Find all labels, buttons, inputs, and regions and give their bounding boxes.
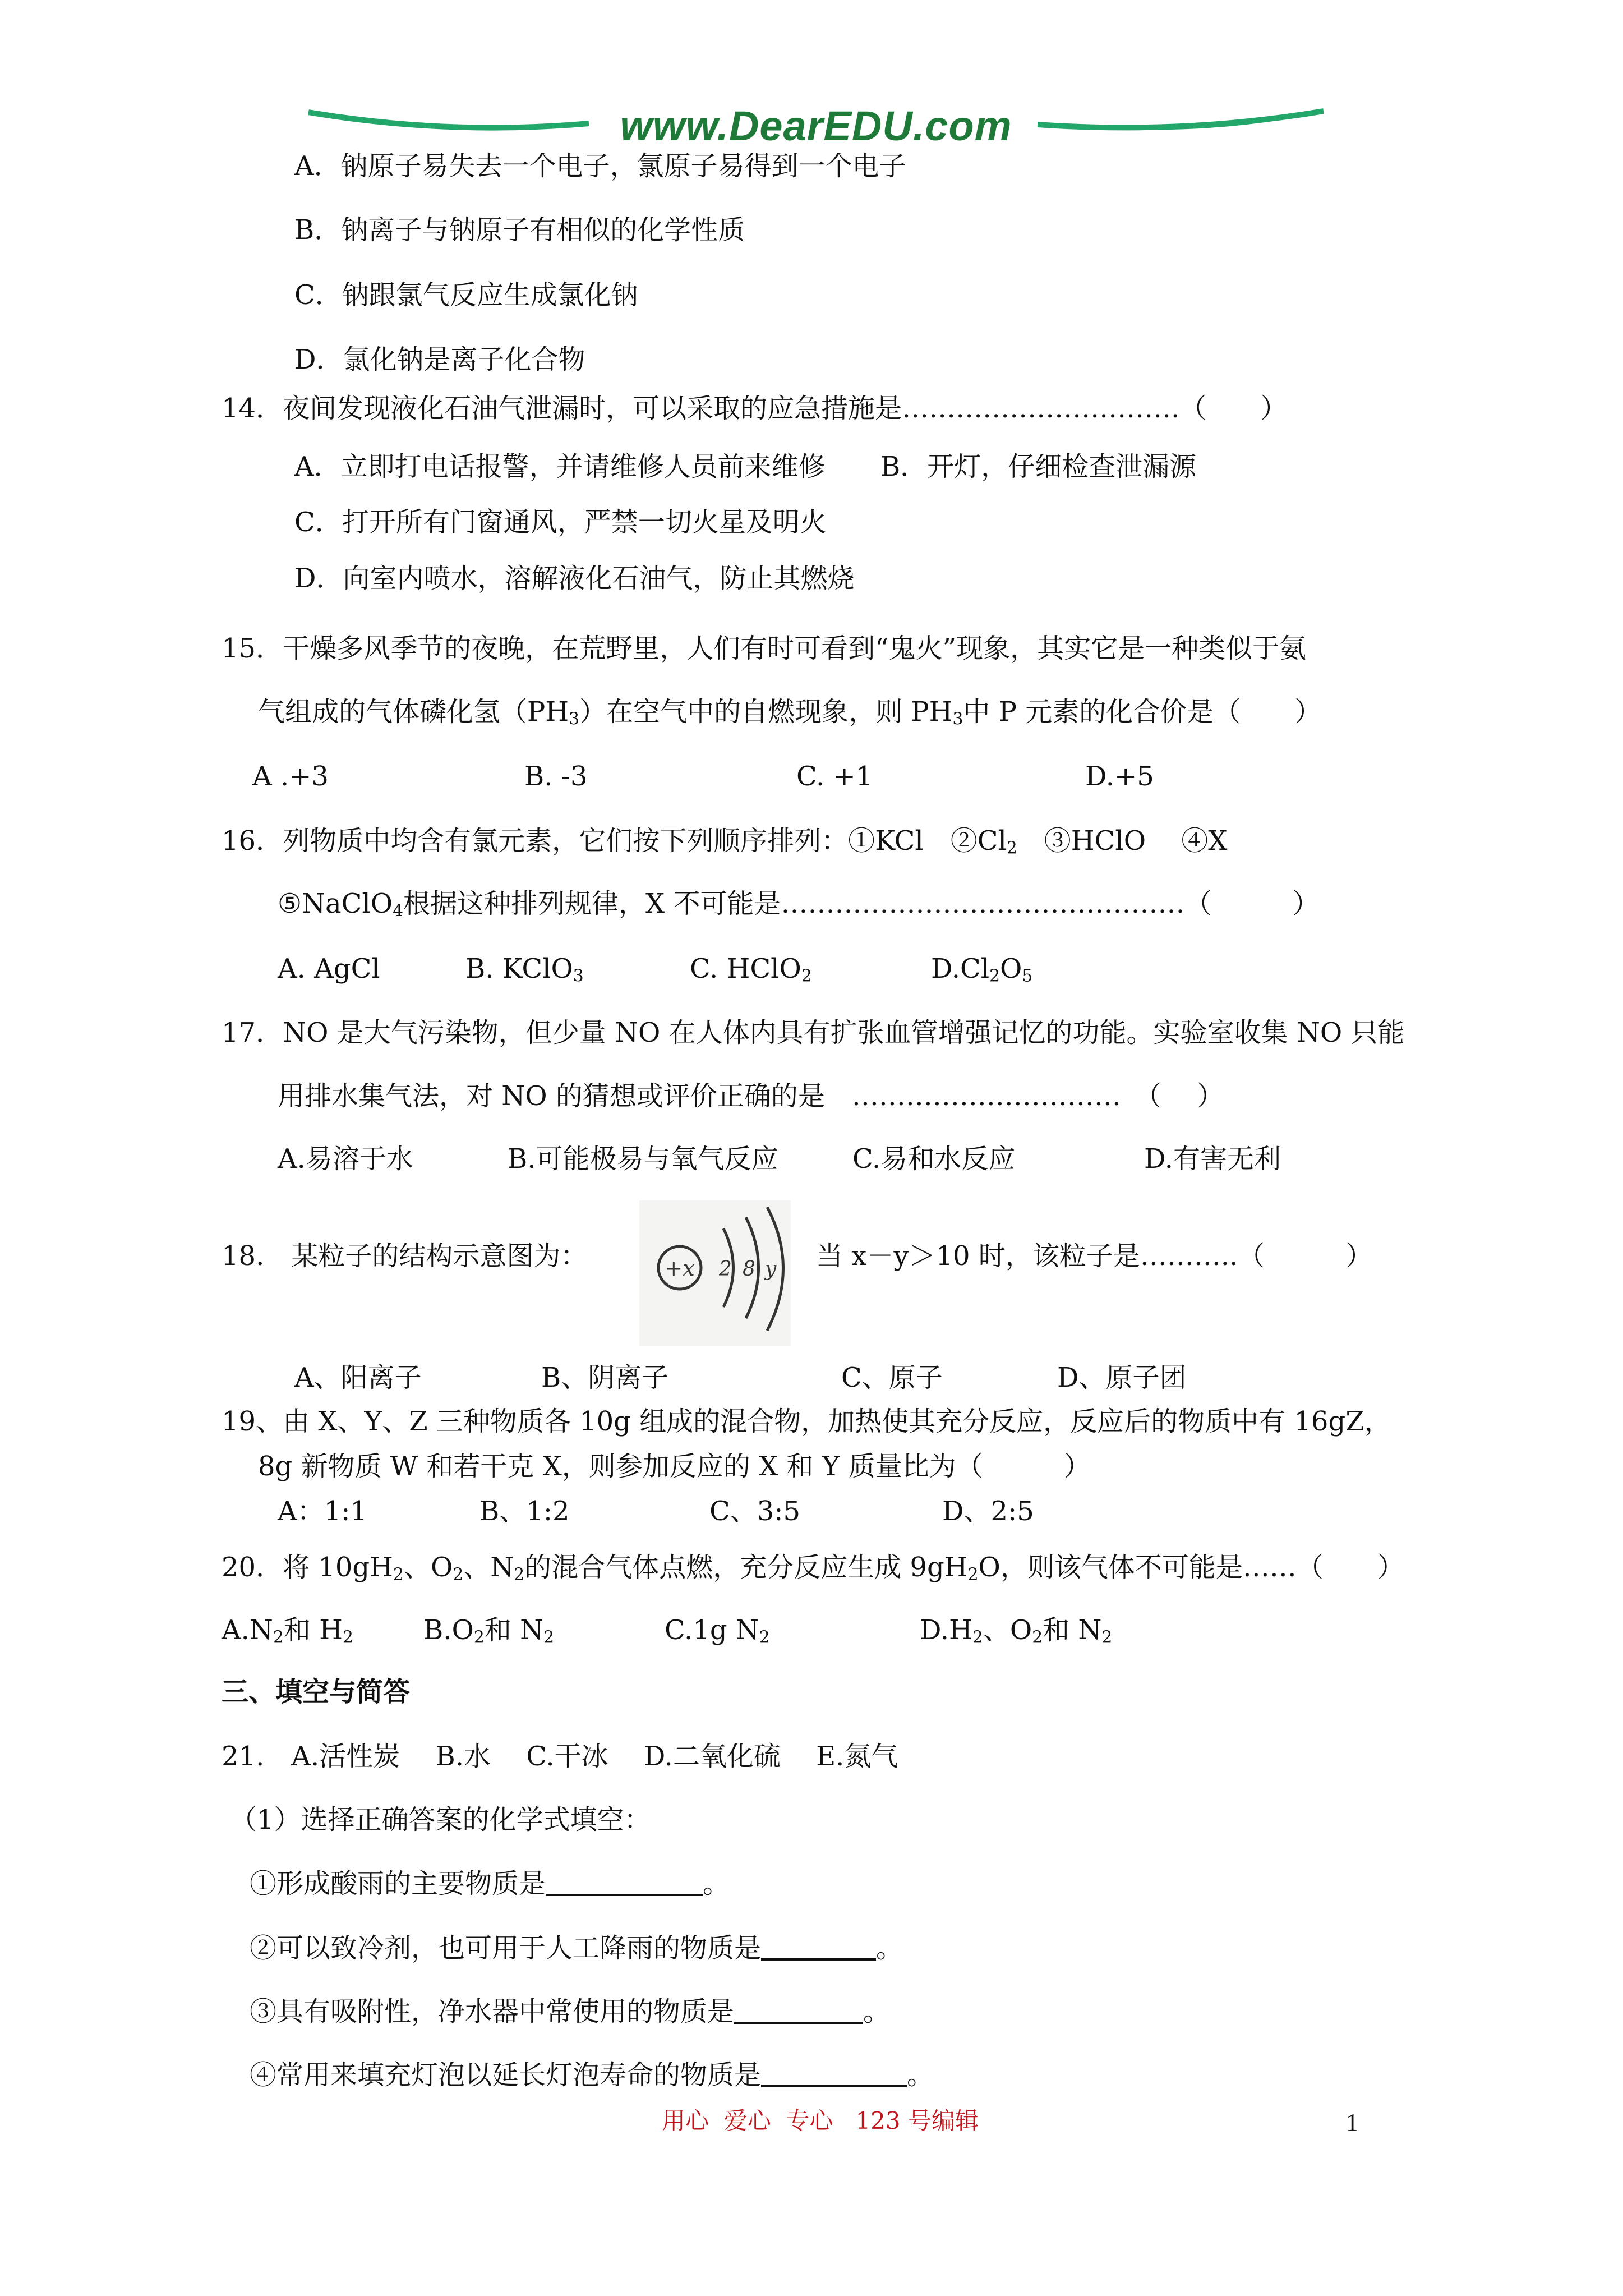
q16-option-a: A. AgCl bbox=[278, 953, 380, 984]
answer-blank-1[interactable] bbox=[546, 1869, 703, 1896]
figure-shell3-label: y bbox=[765, 1258, 777, 1281]
q17-option-a: A.易溶于水 bbox=[278, 1143, 413, 1175]
q18-option-b: B、阴离子 bbox=[541, 1362, 669, 1393]
q14-option-d: D．向室内喷水，溶解液化石油气，防止其燃烧 bbox=[294, 563, 855, 594]
q21-item-4: ④常用来填充灯泡以延长灯泡寿命的物质是 。 bbox=[250, 2059, 934, 2091]
q16-option-d: $D.Cl_2O_5$ bbox=[931, 953, 1033, 986]
footer-editor-note: 用心 爱心 专心 123 号编辑 bbox=[662, 2107, 979, 2134]
q17-line1: 17．NO 是大气污染物，但少量 NO 在人体内具有扩张血管增强记忆的功能。实验室收集 NO 只能 bbox=[222, 1017, 1405, 1048]
q15-option-a: A .+3 bbox=[252, 761, 329, 792]
q16-line2: ⑤NaClO$_4$根据这种排列规律，X 不可能是………………………………………（ ） bbox=[278, 888, 1320, 921]
answer-blank-3[interactable] bbox=[734, 1997, 863, 2024]
q19-option-b: B、1:2 bbox=[479, 1496, 570, 1527]
q18-stem: 18. 某粒子的结构示意图为： bbox=[222, 1240, 588, 1272]
q14-stem: 14．夜间发现液化石油气泄漏时，可以采取的应急措施是………………………….（ ） bbox=[222, 393, 1288, 424]
figure-shell2-label: 8 bbox=[743, 1258, 755, 1281]
q21-item-3: ③具有吸附性，净水器中常使用的物质是 。 bbox=[250, 1996, 891, 2027]
q19-option-c: C、3:5 bbox=[709, 1496, 800, 1527]
page-number: 1 bbox=[1346, 2109, 1358, 2136]
q15-line1: 15．干燥多风季节的夜晚，在荒野里，人们有时可看到“鬼火”现象，其实它是一种类似于氨 bbox=[222, 633, 1307, 664]
q17-option-c: C.易和水反应 bbox=[852, 1143, 1016, 1175]
q15-line2: 气组成的气体磷化氢$(PH_3)$在空气中的自燃现象，则 $PH_3$中 P 元素的化合价是（ ） bbox=[258, 696, 1322, 729]
q15-option-d: D.+5 bbox=[1085, 761, 1154, 792]
q19-line2: 8g 新物质 W 和若干克 X，则参加反应的 X 和 Y 质量比为（ ） bbox=[258, 1451, 1091, 1482]
q19-line1: 19、由 X、Y、Z 三种物质各 10g 组成的混合物，加热使其充分反应，反应后的物质中有 16gZ， bbox=[222, 1406, 1391, 1437]
q18-option-a: A、阳离子 bbox=[294, 1362, 422, 1393]
q13-option-b: B．钠离子与钠原子有相似的化学性质 bbox=[294, 214, 745, 246]
q14-option-c: C．打开所有门窗通风，严禁一切火星及明火 bbox=[294, 507, 827, 538]
answer-blank-2[interactable] bbox=[761, 1934, 876, 1961]
q17-option-b: B.可能极易与氧气反应 bbox=[508, 1143, 778, 1175]
q18-option-d: D、原子团 bbox=[1057, 1362, 1187, 1393]
section-title-fill-in: 三、填空与简答 bbox=[222, 1676, 411, 1708]
q19-option-d: D、2:5 bbox=[942, 1496, 1034, 1527]
q21-item-1: ①形成酸雨的主要物质是 。 bbox=[250, 1868, 730, 1899]
site-logo-text: www.DearEDU.com bbox=[620, 103, 1012, 149]
q17-option-d: D.有害无利 bbox=[1144, 1143, 1281, 1175]
q13-option-a: A．钠原子易失去一个电子，氯原子易得到一个电子 bbox=[294, 150, 906, 182]
q19-option-a: A：1:1 bbox=[278, 1496, 367, 1527]
figure-nucleus-label: +x bbox=[665, 1256, 695, 1281]
q16-line1: 16．列物质中均含有氯元素，它们按下列顺序排列：①KCl $②Cl_2$ ③HClO ④X bbox=[222, 825, 1228, 858]
q21-subquestion-1: （1）选择正确答案的化学式填空： bbox=[230, 1804, 651, 1835]
q13-option-d: D．氯化钠是离子化合物 bbox=[294, 344, 585, 375]
q14-option-b: B．开灯，仔细检查泄漏源 bbox=[880, 451, 1197, 482]
q18-stem-continued: 当 x－y＞10 时，该粒子是………..（ ） bbox=[816, 1240, 1373, 1272]
q21-stem: 21. A.活性炭 B.水 C.干冰 D.二氧化硫 E.氮气 bbox=[222, 1741, 898, 1772]
q20-option-d: $D.H_2$、$O_2$和 $N_2$ bbox=[920, 1614, 1113, 1648]
atomic-structure-diagram bbox=[639, 1200, 791, 1346]
site-header bbox=[308, 101, 1324, 151]
q20-option-b: $B.O_2$和 $N_2$ bbox=[423, 1614, 555, 1648]
q20-stem: 20．将 $10gH_2$、$O_2$、$N_2$的混合气体点燃，充分反应生成 $9gH_2O$，则该气体不可能是……（ ） bbox=[222, 1552, 1404, 1585]
q20-option-c: C.1g $N_2$ bbox=[665, 1614, 770, 1648]
q21-item-2: ②可以致冷剂，也可用于人工降雨的物质是 。 bbox=[250, 1932, 903, 1964]
q16-option-b: B. KClO$_3$ bbox=[465, 953, 584, 986]
q15-option-c: C. +1 bbox=[796, 761, 873, 792]
q14-option-a: A．立即打电话报警，并请维修人员前来维修 bbox=[294, 451, 826, 482]
q13-option-c: C．钠跟氯气反应生成氯化钠 bbox=[294, 279, 638, 311]
q18-option-c: C、原子 bbox=[841, 1362, 943, 1393]
q17-line2: 用排水集气法，对 NO 的猜想或评价正确的是 ………………………… （ ） bbox=[278, 1080, 1224, 1112]
q15-option-b: B. -3 bbox=[524, 761, 588, 792]
figure-shell1-label: 2 bbox=[719, 1258, 732, 1281]
q16-option-c: C. HClO$_2$ bbox=[690, 953, 812, 986]
q20-option-a: $A.N_2$和 $H_2$ bbox=[222, 1614, 353, 1648]
answer-blank-4[interactable] bbox=[761, 2060, 907, 2087]
